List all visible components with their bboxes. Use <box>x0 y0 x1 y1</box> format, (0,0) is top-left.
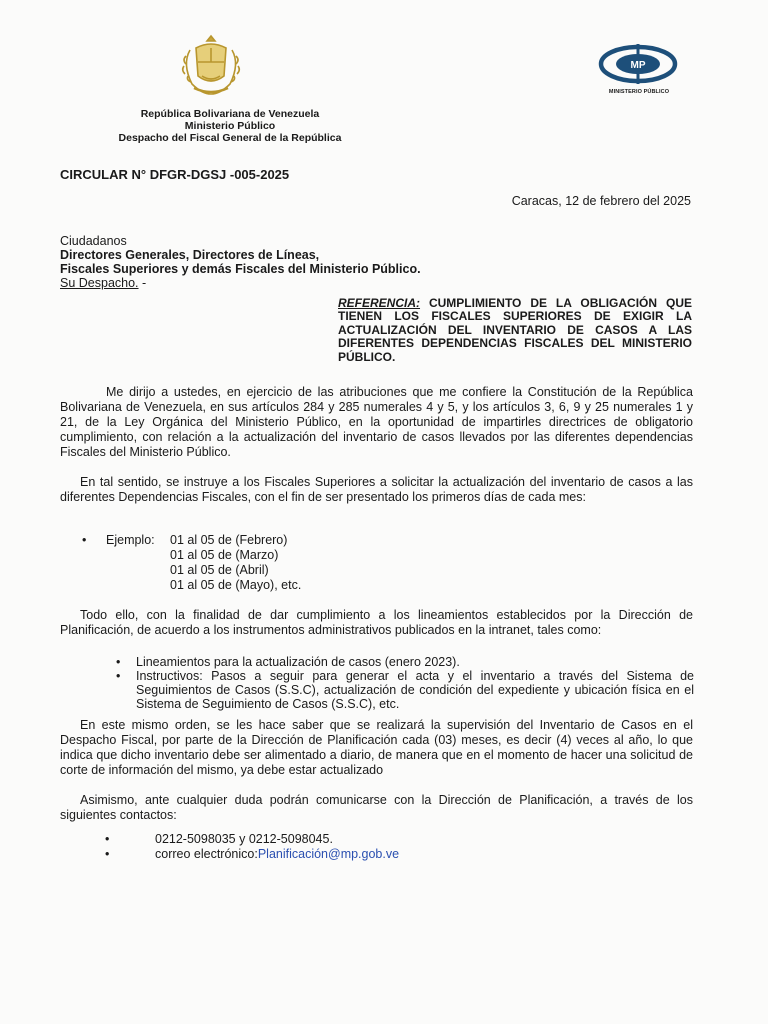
example-item: 01 al 05 de (Mayo), etc. <box>170 578 302 592</box>
paragraph-1: Me dirijo a ustedes, en ejercicio de las atribuciones que me confiere la Constitución de la República Bolivariana de Venezuela, en sus artículos 284 y 285 numerales 4 y 5, y los artículos 3, 6, 9 y 25 numerales 1 y 21, de la Ley Orgánica del Ministerio Público, en la oportunidad de impartirles directrices de obligatorio cumplimiento, con relación a la actualización del inventario de casos llevados por las diferentes dependencias Fiscales del Ministerio Público. <box>60 385 693 459</box>
institution-header <box>60 108 400 144</box>
greeting: Ciudadanos <box>60 234 127 248</box>
paragraph-4: En este mismo orden, se les hace saber que se realizará la supervisión del Inventario de Casos en el Despacho Fiscal, por parte de la Dirección de Planificación cada (03) meses, es decir (4) veces al año, lo que indica que dicho inventario debe ser alimentado a diario, de manera que en el momento de hacer una solicitud de corte de información del mismo, ya debe estar actualizado <box>60 718 693 777</box>
addressee-line-1: Directores Generales, Directores de Líneas, <box>60 248 320 262</box>
reference-block <box>338 297 692 364</box>
contact-phones: • 0212-5098035 y 0212-5098045. <box>105 832 333 846</box>
circular-number: CIRCULAR N° DFGR-DGSJ -005-2025 <box>60 167 290 182</box>
contacts-list <box>105 832 399 862</box>
header-line-1: República Bolivariana de Venezuela <box>140 108 320 120</box>
example-label: Ejemplo: <box>106 533 155 547</box>
paragraph-2: En tal sentido, se instruye a los Fiscales Superiores a solicitar la actualización del inventario de casos a las diferentes Dependencias Fiscales, con el fin de ser presentado los primeros días de cada mes: <box>60 475 693 504</box>
example-list <box>82 533 301 593</box>
header-line-3: Despacho del Fiscal General de la República <box>118 132 342 144</box>
example-item: 01 al 05 de (Marzo) <box>170 548 279 562</box>
addressee-block <box>60 234 421 290</box>
document-date: Caracas, 12 de febrero del 2025 <box>511 194 691 208</box>
addressee-line-2: Fiscales Superiores y demás Fiscales del Ministerio Público. <box>60 262 421 276</box>
paragraph-3: Todo ello, con la finalidad de dar cumplimiento a los lineamientos establecidos por la Dirección de Planificación, de acuerdo a los instrumentos administrativos publicados en la intranet, tales como: <box>60 608 693 637</box>
despacho-line <box>60 276 421 290</box>
list-item: • Lineamientos para la actualización de casos (enero 2023). <box>116 655 460 669</box>
paragraph-5: Asimismo, ante cualquier duda podrán comunicarse con la Dirección de Planificación, a través de los siguientes contactos: <box>60 793 693 822</box>
reference-label: REFERENCIA: <box>338 296 421 310</box>
despacho-suffix: - <box>138 276 147 290</box>
example-item: 01 al 05 de (Febrero) <box>170 533 288 547</box>
instruments-list <box>116 655 694 711</box>
header-line-2: Ministerio Público <box>184 120 276 132</box>
list-item: • Instructivos: Pasos a seguir para generar el acta y el inventario a través del Sistema de Seguimientos de Casos (S.S.C), actualización de condición del expediente y ubicación física en el Sistema de Seguimiento de Casos (S.S.C), etc. <box>116 669 694 711</box>
logo-caption: MINISTERIO PÚBLICO <box>608 89 670 95</box>
example-item: 01 al 05 de (Abril) <box>170 563 269 577</box>
contact-email: • correo electrónico: Planificación@mp.gob.ve <box>105 847 400 861</box>
logo-letters: MP <box>630 60 646 71</box>
bullet: • <box>82 533 87 547</box>
reference-text: CUMPLIMIENTO DE LA OBLIGACIÓN QUE TIENEN LOS FISCALES SUPERIORES DE EXIGIR LA ACTUALIZACIÓN DEL INVENTARIO DE CASOS A LAS DIFERENTES DEPENDENCIAS FISCALES DEL MINISTERIO PÚBLICO. <box>338 296 692 364</box>
coat-of-arms-seal <box>176 32 246 98</box>
email-link[interactable]: Planificación@mp.gob.ve <box>257 847 400 861</box>
despacho: Su Despacho. <box>60 276 139 290</box>
